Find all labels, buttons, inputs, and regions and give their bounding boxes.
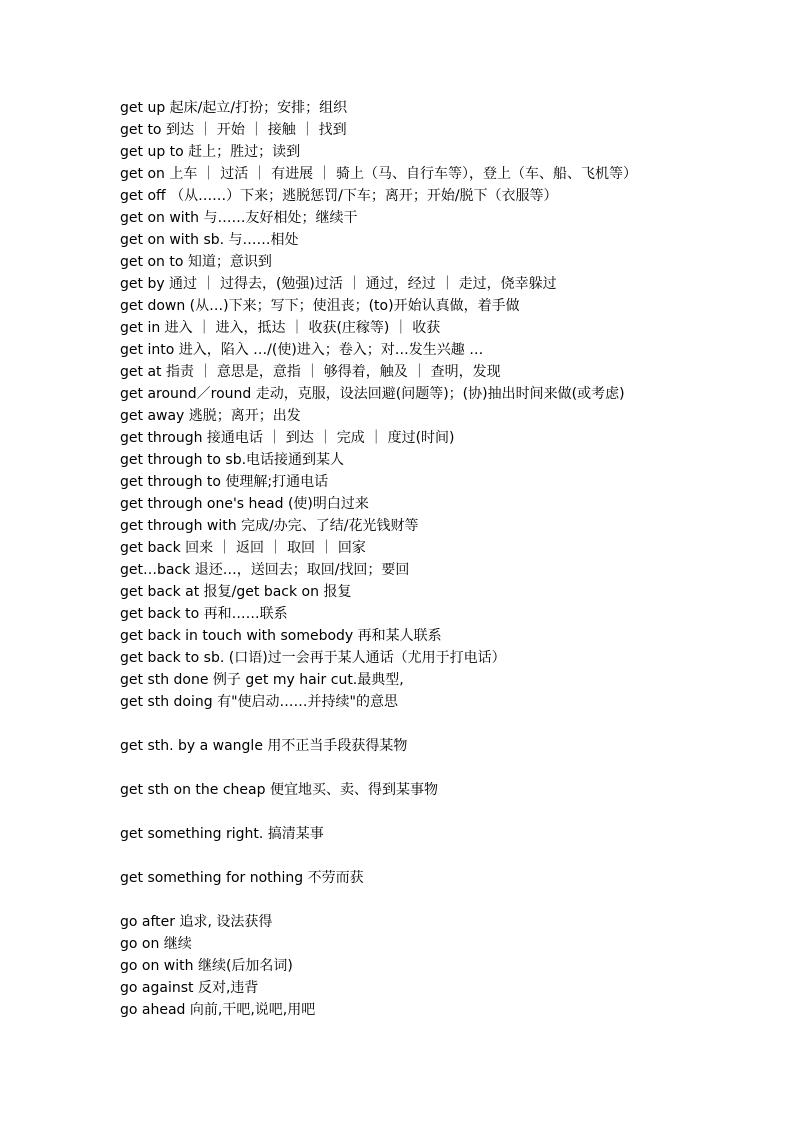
phrase-entry: go after 追求, 设法获得: [120, 914, 273, 930]
phrase-entry: get to 到达 ｜ 开始 ｜ 接触 ｜ 找到: [120, 122, 347, 138]
phrase-entry: get through 接通电话 ｜ 到达 ｜ 完成 ｜ 度过(时间): [120, 430, 455, 446]
phrase-entry: get in 进入 ｜ 进入，抵达 ｜ 收获(庄稼等) ｜ 收获: [120, 320, 441, 336]
phrase-entry: get off （从……）下来；逃脱惩罚/下车；离开；开始/脱下（衣服等）: [120, 188, 558, 204]
phrase-entry: get something for nothing 不劳而获: [120, 870, 364, 886]
phrase-entry: go ahead 向前,干吧,说吧,用吧: [120, 1002, 316, 1018]
phrase-entry: get back to 再和……联系: [120, 606, 288, 622]
phrase-entry: get sth done 例子 get my hair cut.最典型,: [120, 672, 404, 688]
phrase-list: [120, 97, 760, 1021]
phrase-entry: get up 起床/起立/打扮；安排；组织: [120, 100, 348, 116]
phrase-entry: get on with sb. 与……相处: [120, 232, 299, 248]
phrase-entry: go on with 继续(后加名词): [120, 958, 293, 974]
phrase-entry: go on 继续: [120, 936, 192, 952]
phrase-entry: get sth doing 有"使启动……并持续"的意思: [120, 694, 398, 710]
phrase-entry: get at 指责 ｜ 意思是，意指 ｜ 够得着，触及 ｜ 查明，发现: [120, 364, 501, 380]
phrase-entry: go against 反对,违背: [120, 980, 259, 996]
phrase-entry: get back to sb. (口语)过一会再于某人通话（尤用于打电话）: [120, 650, 506, 666]
phrase-entry: get on 上车 ｜ 过活 ｜ 有进展 ｜ 骑上（马、自行车等），登上（车、船、飞机等）: [120, 166, 638, 182]
phrase-entry: get sth. by a wangle 用不正当手段获得某物: [120, 738, 408, 754]
phrase-entry: get through to sb.电话接通到某人: [120, 452, 345, 468]
phrase-entry: get into 进入，陷入 …/(使)进入；卷入；对…发生兴趣 …: [120, 342, 484, 358]
phrase-entry: get through to 使理解;打通电话: [120, 474, 329, 490]
phrase-entry: get up to 赶上；胜过；读到: [120, 144, 301, 160]
phrase-entry: get…back 退还…，送回去；取回/找回；要回: [120, 562, 410, 578]
phrase-entry: get back in touch with somebody 再和某人联系: [120, 628, 442, 644]
phrase-entry: get down (从…)下来；写下；使沮丧；(to)开始认真做，着手做: [120, 298, 520, 314]
phrase-entry: get something right. 搞清某事: [120, 826, 324, 842]
phrase-entry: get by 通过 ｜ 过得去，(勉强)过活 ｜ 通过，经过 ｜ 走过，侥幸躲过: [120, 276, 557, 292]
phrase-entry: get around／round 走动，克服，设法回避(问题等)；(协)抽出时间来做(或考虑): [120, 386, 625, 402]
phrase-entry: get on with 与……友好相处；继续干: [120, 210, 358, 226]
phrase-entry: get through with 完成/办完、了结/花光钱财等: [120, 518, 419, 534]
phrase-entry: get on to 知道；意识到: [120, 254, 272, 270]
phrase-entry: get sth on the cheap 便宜地买、卖、得到某事物: [120, 782, 438, 798]
phrase-entry: get back at 报复/get back on 报复: [120, 584, 352, 600]
phrase-entry: get through one's head (使)明白过来: [120, 496, 369, 512]
phrase-entry: get back 回来 ｜ 返回 ｜ 取回 ｜ 回家: [120, 540, 366, 556]
phrase-entry: get away 逃脱；离开；出发: [120, 408, 301, 424]
